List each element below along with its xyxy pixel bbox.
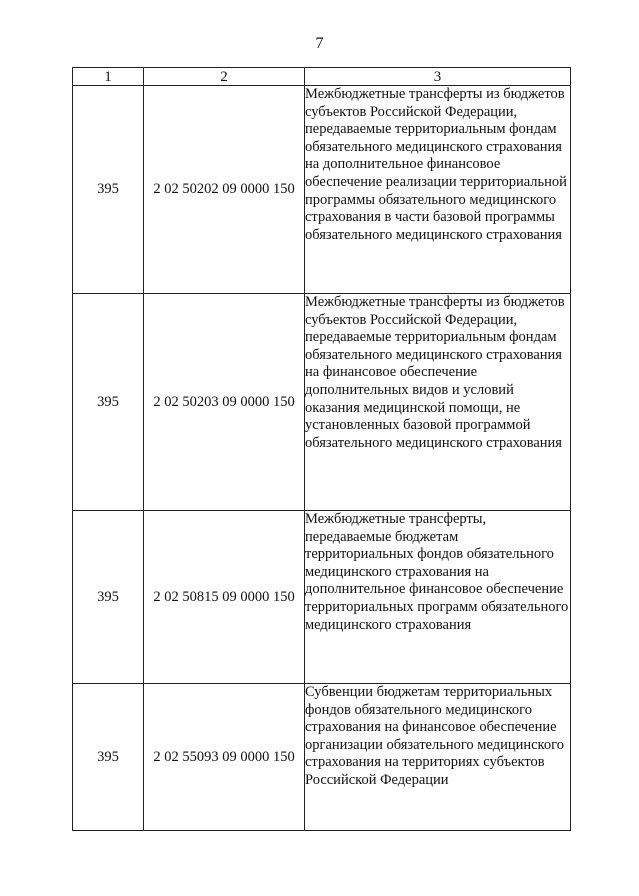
budget-classification-table: [72, 67, 571, 831]
page-number: 7: [315, 35, 324, 52]
description-cell: Субвенции бюджетам территориальных фондов обязательного медицинского страхования на финансовое обеспечение организации обязательного медицинского страхования на территориях субъектов Российской Федерации: [305, 684, 571, 831]
classification-code-cell: 2 02 50202 09 0000 150: [144, 86, 305, 294]
description-cell: Межбюджетные трансферты из бюджетов субъектов Российской Федерации, передаваемые территориальным фондам обязательного медицинского страхования на финансовое обеспечение дополнительных видов и условий оказания медицинской помощи, не установленных базовой программой обязательного медицинского страхования: [305, 294, 571, 511]
table-row: [73, 86, 571, 294]
column-header-1: 1: [73, 68, 144, 86]
admin-code-cell: 395: [73, 86, 144, 294]
classification-code-cell: 2 02 50203 09 0000 150: [144, 294, 305, 511]
admin-code-cell: 395: [73, 511, 144, 684]
classification-code-cell: 2 02 55093 09 0000 150: [144, 684, 305, 831]
description-cell: Межбюджетные трансферты из бюджетов субъектов Российской Федерации, передаваемые территориальным фондам обязательного медицинского страхования на дополнительное финансовое обеспечение реализации территориальной программы обязательного медицинского страхования в части базовой программы обязательного медицинского страхования: [305, 86, 571, 294]
admin-code-cell: 395: [73, 294, 144, 511]
column-header-2: 2: [144, 68, 305, 86]
table-row: [73, 684, 571, 831]
table-row: [73, 294, 571, 511]
classification-code-cell: 2 02 50815 09 0000 150: [144, 511, 305, 684]
table-header-row: [73, 68, 571, 86]
description-cell: Межбюджетные трансферты, передаваемые бюджетам территориальных фондов обязательного медицинского страхования на дополнительное финансовое обеспечение территориальных программ обязательного медицинского страхования: [305, 511, 571, 684]
admin-code-cell: 395: [73, 684, 144, 831]
table-row: [73, 511, 571, 684]
column-header-3: 3: [305, 68, 571, 86]
